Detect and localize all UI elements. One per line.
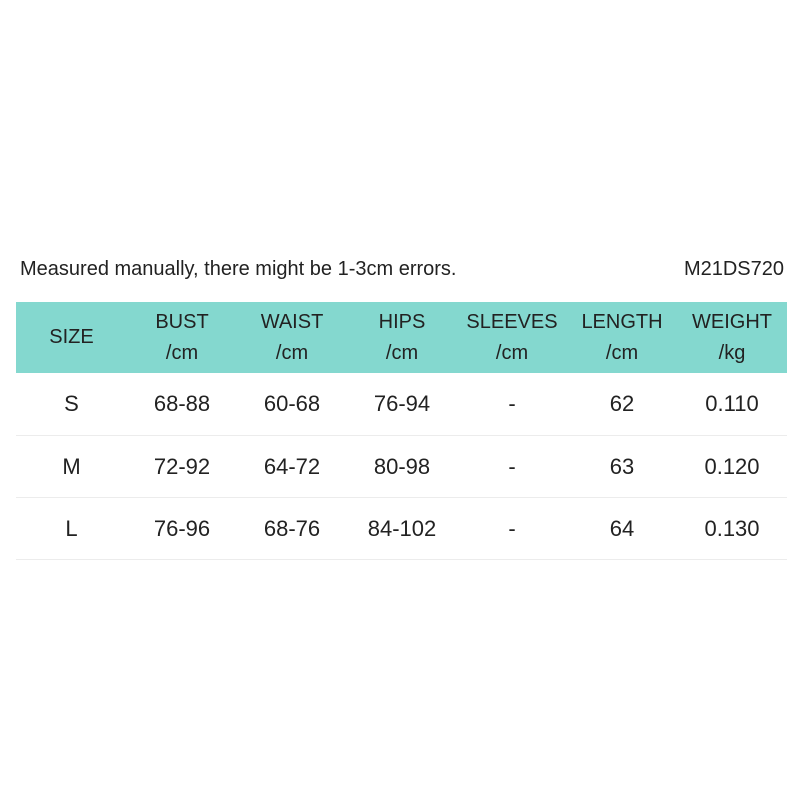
cell-length: 62 bbox=[567, 373, 677, 436]
column-header-label: SLEEVES bbox=[466, 310, 558, 333]
cell-sleeves: - bbox=[457, 436, 567, 498]
cell-weight: 0.130 bbox=[677, 498, 787, 560]
cell-waist: 68-76 bbox=[237, 498, 347, 560]
cell-weight: 0.120 bbox=[677, 436, 787, 498]
cell-sleeves: - bbox=[457, 498, 567, 560]
cell-bust: 68-88 bbox=[127, 373, 237, 436]
product-code: M21DS720 bbox=[683, 258, 784, 280]
column-header-label: HIPS bbox=[378, 310, 426, 333]
column-header-unit: /kg bbox=[718, 341, 746, 364]
column-header-unit: /cm bbox=[495, 341, 529, 364]
column-header-sleeves bbox=[457, 302, 567, 373]
cell-length: 64 bbox=[567, 498, 677, 560]
cell-size: M bbox=[16, 436, 127, 498]
column-header-length bbox=[567, 302, 677, 373]
table-row bbox=[16, 436, 787, 498]
cell-sleeves: - bbox=[457, 373, 567, 436]
cell-waist: 64-72 bbox=[237, 436, 347, 498]
cell-hips: 76-94 bbox=[347, 373, 457, 436]
cell-size: L bbox=[16, 498, 127, 560]
measurement-note: Measured manually, there might be 1-3cm errors. bbox=[20, 258, 457, 280]
column-header-weight bbox=[677, 302, 787, 373]
column-header-label: LENGTH bbox=[581, 310, 663, 333]
cell-bust: 76-96 bbox=[127, 498, 237, 560]
table-row bbox=[16, 498, 787, 560]
size-chart-table bbox=[16, 302, 787, 560]
cell-hips: 84-102 bbox=[347, 498, 457, 560]
cell-weight: 0.110 bbox=[677, 373, 787, 436]
column-header-unit: /cm bbox=[275, 341, 309, 364]
column-header-unit: /cm bbox=[385, 341, 419, 364]
cell-size: S bbox=[16, 373, 127, 436]
column-header-bust bbox=[127, 302, 237, 373]
column-header-label: WEIGHT bbox=[692, 310, 772, 333]
column-header-size bbox=[16, 302, 127, 373]
column-header-waist bbox=[237, 302, 347, 373]
column-header-hips bbox=[347, 302, 457, 373]
table-row bbox=[16, 373, 787, 436]
cell-length: 63 bbox=[567, 436, 677, 498]
column-header-label: SIZE bbox=[49, 326, 94, 348]
table-body bbox=[16, 373, 787, 560]
header-row bbox=[16, 302, 787, 373]
cell-bust: 72-92 bbox=[127, 436, 237, 498]
column-header-label: BUST bbox=[155, 310, 209, 333]
column-header-unit: /cm bbox=[165, 341, 199, 364]
cell-hips: 80-98 bbox=[347, 436, 457, 498]
table-header bbox=[16, 302, 787, 373]
column-header-label: WAIST bbox=[260, 310, 324, 333]
cell-waist: 60-68 bbox=[237, 373, 347, 436]
column-header-unit: /cm bbox=[605, 341, 639, 364]
